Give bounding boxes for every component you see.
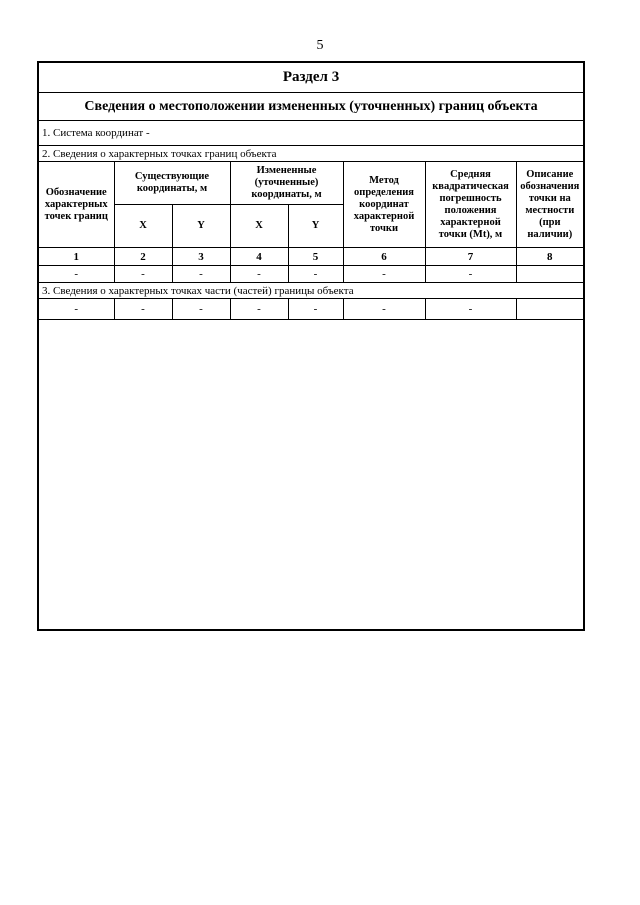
section-title: Раздел 3 (39, 63, 583, 93)
table-cell (516, 266, 583, 283)
table-cell: - (288, 266, 343, 283)
table-row (39, 299, 583, 320)
table-cell: - (288, 299, 343, 320)
header-y-changed: Y (288, 205, 343, 248)
column-number: 8 (516, 248, 583, 266)
header-description: Описание обозначения точки на местности (при наличии) (516, 162, 583, 248)
header-y-existing: Y (172, 205, 230, 248)
table-cell: - (425, 299, 516, 320)
column-number-row (39, 248, 583, 266)
part-boundary-heading: 3. Сведения о характерных точках части (частей) границы объекта (39, 283, 583, 299)
header-point-designation: Обозначение характерных точек границ (39, 162, 114, 248)
table-cell: - (230, 266, 288, 283)
table-cell (516, 299, 583, 320)
column-number: 2 (114, 248, 172, 266)
section-subtitle: Сведения о местоположении измененных (уточненных) границ объекта (39, 93, 583, 121)
column-number: 3 (172, 248, 230, 266)
header-x-changed: X (230, 205, 288, 248)
header-method: Метод определения координат характерной точки (343, 162, 425, 248)
header-x-existing: X (114, 205, 172, 248)
table-cell: - (343, 266, 425, 283)
header-existing-coords: Существующие координаты, м (114, 162, 230, 205)
table-cell: - (39, 299, 114, 320)
section-3-table (39, 63, 583, 320)
coordinate-system-line: 1. Система координат - (39, 121, 583, 146)
table-cell: - (39, 266, 114, 283)
table-cell: - (172, 299, 230, 320)
column-number: 5 (288, 248, 343, 266)
boundary-points-heading: 2. Сведения о характерных точках границ объекта (39, 146, 583, 162)
form-frame (37, 61, 585, 631)
header-changed-coords: Измененные (уточненные) координаты, м (230, 162, 343, 205)
table-cell: - (230, 299, 288, 320)
table-cell: - (172, 266, 230, 283)
table-cell: - (114, 299, 172, 320)
table-row (39, 266, 583, 283)
table-cell: - (114, 266, 172, 283)
column-number: 4 (230, 248, 288, 266)
column-number: 6 (343, 248, 425, 266)
column-number: 7 (425, 248, 516, 266)
table-cell: - (343, 299, 425, 320)
table-cell: - (425, 266, 516, 283)
column-number: 1 (39, 248, 114, 266)
page-number: 5 (316, 38, 324, 53)
header-error: Средняя квадратическая погрешность положения характерной точки (Mt), м (425, 162, 516, 248)
